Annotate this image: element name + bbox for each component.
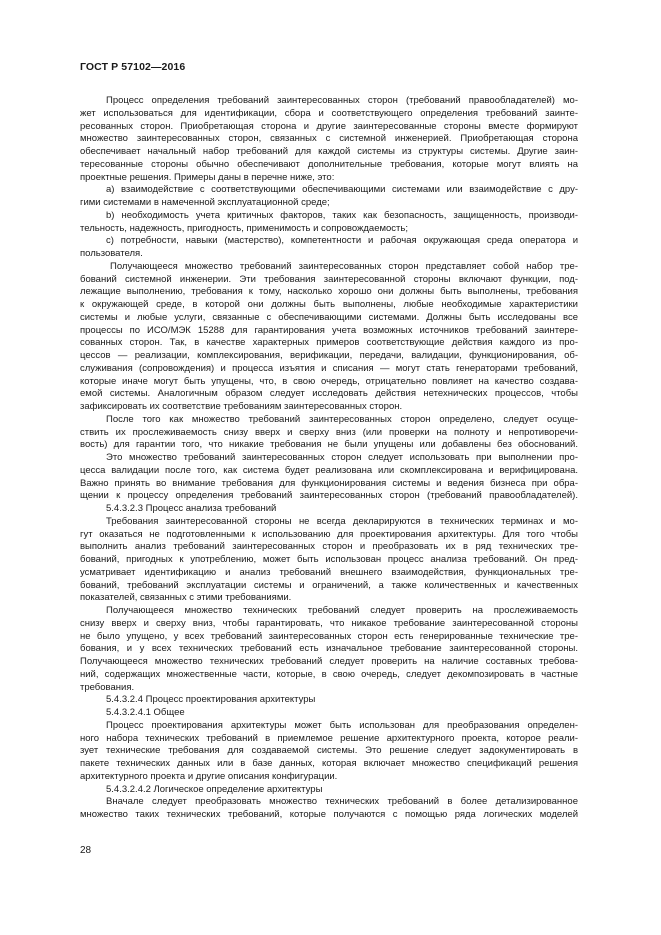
text-line: зафиксировать их соответствие требованиям заинтересованных сторон. [80, 401, 403, 412]
text-line: После того как множество требований заинтересованных сторон определено, следует осуще- [106, 413, 578, 425]
text-line: зует технические требования для создаваемой системы. Это решение следует задокументировать в [80, 745, 578, 757]
text-line: архитектурного проекта и другие описания конфигурации. [80, 770, 338, 782]
text-line: пакете технических данных или в базе данных, которая включает множество спецификаций решения [80, 758, 578, 769]
text-line: к окружающей среде, в которой они должны быть выполнены, любые необходимые характеристики [80, 299, 578, 310]
text-line: щении к процессу определения требований заинтересованных сторон (требований правообладателей). [80, 490, 578, 502]
text-line: процессы по ИСО/МЭК 15288 для гарантирования учета возможных источников требований заинтере- [80, 324, 578, 336]
text-line: бований, требований эксплуатации системы и ограничений, а также количественных и качественных [80, 579, 578, 591]
text-line: 5.4.3.2.4.2 Логическое определение архитектуры [106, 783, 323, 795]
text-line: бований, пригодных к употреблению, может быть использован процесс анализа требований. Он пред- [80, 554, 578, 565]
text-line: снизу вверх и сверху вниз, чтобы гарантировать, что никакое требование заинтересованной стороны [80, 617, 578, 629]
text-line: вость) для гарантии того, что никакие требования не были упущены или добавлены без обоснований. [80, 439, 578, 451]
text-line: системы и любые услуги, связанные с обеспечивающими системами. Должны быть исследованы все [80, 311, 578, 323]
text-line: цесса валидации после того, как система будет реализована или скомплексирована и верифицирована. [80, 464, 578, 476]
text-line: ного набора технических требований в приемлемое решение архитектурного проекта, которое реали- [80, 732, 578, 744]
text-line: служивания (сопровождения) и процесса изъятия и списания — могут стать генераторами требований, [80, 362, 578, 374]
text-line: требования. [80, 681, 135, 693]
text-line: множество таких технических требований, которые получаются с помощью ряда логических моделей [80, 809, 578, 820]
text-line: не было упущено, у всех требований заинтересованных сторон есть генерированные технические тре- [80, 630, 578, 642]
text-line: Важно принять во внимание требования для функционирования системы и ведения бизнеса при обра- [80, 477, 578, 489]
text-line: емой системы. Аналогичным образом следует исследовать действия нетехнических процессов, чтобы [80, 388, 578, 400]
text-line: множество заинтересованных сторон, связанных с системной инженерией. Приобретающая сторона [80, 133, 578, 145]
text-line: ресованных сторон. Приобретающая сторона и другие заинтересованные стороны вместе формируют [80, 120, 578, 132]
text-line: Процесс определения требований заинтересованных сторон (требований правообладателей) мо- [106, 95, 578, 106]
text-line: пользователя. [80, 248, 143, 259]
text-line: Получающееся множество технических требований следует проверить на прослеживаемость [106, 605, 578, 616]
text-line: лежащие выполнению, требования к тому, насколько хорошо они должны быть выполнены, требования [80, 286, 578, 298]
text-line: Процесс проектирования архитектуры может быть использован для преобразования определен- [106, 719, 578, 731]
text-line: Получающееся множество требований заинтересованных сторон представляет собой набор тре- [110, 260, 578, 272]
text-line: ний, содержащих множественные части, которые, в свою очередь, следует декомпозировать в частные [80, 668, 578, 680]
text-line: 5.4.3.2.4 Процесс проектирования архитектуры [106, 694, 316, 706]
text-line: a) взаимодействие с соответствующими обеспечивающими системами или взаимодействие с дру- [106, 184, 578, 196]
text-line: которые иначе могут быть упущены, что, в свою очередь, отрицательно повлияет на качество создава- [80, 375, 578, 387]
text-line: c) потребности, навыки (мастерство), компетентности и рабочая окружающая среда оператора и [106, 235, 578, 247]
text-line: Вначале следует преобразовать множество технических требований в более детализированное [106, 796, 578, 808]
text-line: тересованные стороны обычно обеспечивают дополнительные требования, которые могут влиять на [80, 158, 578, 170]
text-line: ствить их прослеживаемость снизу вверх и сверху вниз (или проверки на полноту и непротиворечи- [80, 426, 578, 438]
text-line: гут оказаться не подготовленными к использованию для проектирования архитектуры. Для того чтобы [80, 528, 578, 540]
text-line: бований системной инженерии. Эти требования заинтересованной стороны включают функции, под- [80, 273, 578, 285]
text-line: усматривает идентификацию и анализ требований внешнего взаимодействия, функциональных тре- [80, 566, 578, 578]
text-line: тельность, надежность, пригодность, применимость и сопровождаемость; [80, 222, 408, 234]
text-line: выполнить анализ требований заинтересованных сторон и преобразовать их в ряд технических тре- [80, 541, 578, 553]
document-header: ГОСТ Р 57102—2016 [80, 61, 186, 73]
text-line: b) необходимость учета критичных факторов, таких как безопасность, защищенность, производи- [106, 209, 578, 221]
text-line: Это множество требований заинтересованных сторон следует использовать при выполнении про- [106, 452, 578, 463]
text-line: 5.4.3.2.3 Процесс анализа требований [106, 503, 277, 514]
text-line: Требования заинтересованной стороны не всегда декларируются в технических терминах и мо- [106, 515, 578, 527]
text-line: цессов — реализации, комплексирования, верификации, передачи, валидации, функционирования, об- [80, 350, 578, 361]
text-line: 5.4.3.2.4.1 Общее [106, 707, 185, 718]
text-line: бования, и у всех технических требований есть изначальное требование заинтересованной стороны. [80, 643, 578, 655]
text-line: сованных сторон. Так, в качестве характерных примеров соответствующие действия каждого из про- [80, 337, 578, 349]
page-number: 28 [80, 845, 92, 856]
text-line: показателей, связанных с этими требованиями. [80, 592, 292, 604]
text-line: проектные решения. Примеры даны в перечне ниже, это: [80, 171, 335, 183]
text-line: гими системами в намеченной эксплуатационной среде; [80, 197, 330, 208]
text-line: жет использоваться для идентификации, сбора и соответствующего определения требований заинте- [80, 107, 578, 119]
text-line: Получающееся множество технических требований следует проверить на наличие составных требова- [80, 656, 578, 667]
document-body [80, 95, 578, 822]
text-line: обеспечивает начальный набор требований для каждой системы из структуры системы. Другие заин- [80, 146, 578, 157]
